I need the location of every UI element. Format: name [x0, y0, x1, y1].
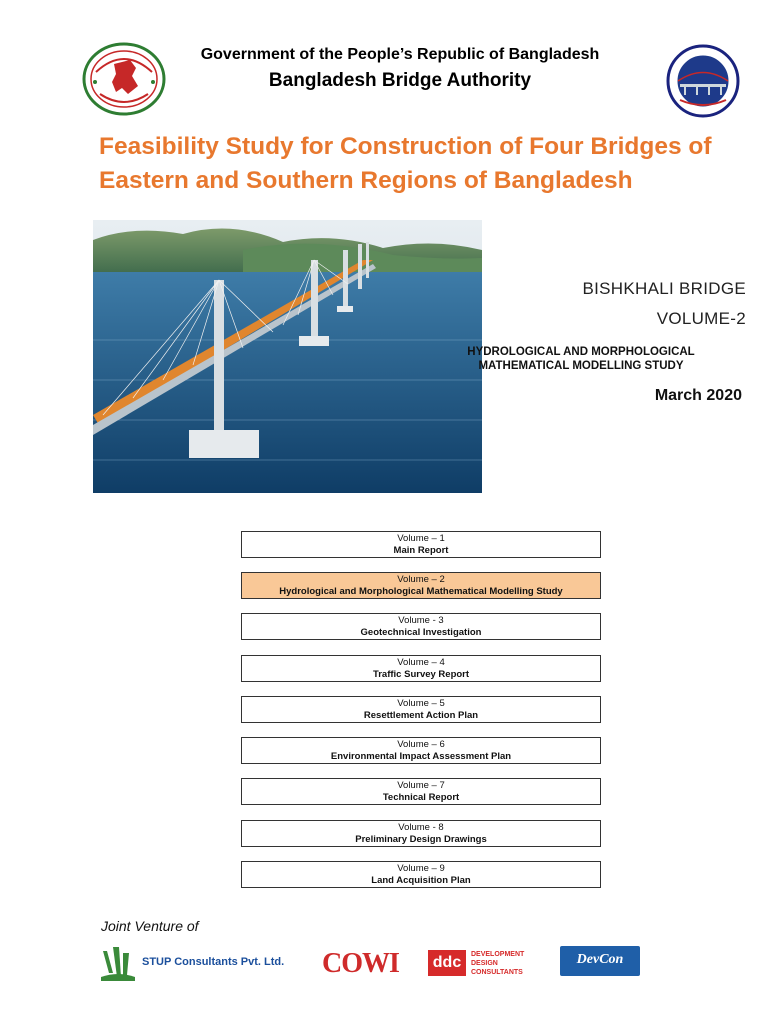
devcon-name: DevCon	[576, 952, 624, 967]
government-heading: Government of the People’s Republic of Bangladesh	[200, 46, 600, 63]
volume-title: Technical Report	[382, 792, 460, 803]
volume-number: Volume – 9	[397, 863, 445, 874]
volume-box-9	[241, 861, 601, 888]
authority-heading: Bangladesh Bridge Authority	[268, 70, 532, 91]
title-line-1: Feasibility Study for Construction of Four Bridges of	[99, 133, 712, 160]
subtitle-line-2: MATHEMATICAL MODELLING STUDY	[478, 360, 684, 372]
volume-number: Volume – 4	[397, 657, 445, 668]
title-line-2: Eastern and Southern Regions of Bangladesh	[99, 167, 633, 194]
volume-number: Volume - 8	[398, 822, 444, 833]
volume-number: Volume – 2	[397, 574, 445, 585]
volume-title: Hydrological and Morphological Mathematical Modelling Study	[279, 586, 563, 597]
ddc-name-line-1: DEVELOPMENT	[471, 951, 525, 958]
volume-box-7	[241, 778, 601, 805]
stup-name: STUP Consultants Pvt. Ltd.	[142, 956, 285, 968]
ddc-name-line-2: DESIGN	[471, 960, 498, 967]
document-title	[99, 130, 749, 198]
volume-number: Volume - 3	[398, 615, 444, 626]
ddc-name	[471, 950, 524, 977]
ddc-mark: ddc	[428, 950, 466, 976]
volume-box-8	[241, 820, 601, 847]
volume-box-4	[241, 655, 601, 682]
ddc-logo	[428, 950, 548, 980]
volume-subtitle	[416, 345, 746, 373]
volume-box-2-highlighted	[241, 572, 601, 599]
volume-title: Geotechnical Investigation	[360, 627, 482, 638]
volume-label: VOLUME-2	[656, 309, 746, 328]
volume-number: Volume – 5	[397, 698, 445, 709]
report-date: March 2020	[654, 387, 742, 404]
volume-number: Volume – 1	[397, 533, 445, 544]
volume-box-3	[241, 613, 601, 640]
cowi-logo: COWI	[322, 948, 399, 979]
volume-title: Traffic Survey Report	[372, 669, 470, 680]
ddc-name-line-3: CONSULTANTS	[471, 969, 523, 976]
bridge-name: BISHKHALI BRIDGE	[582, 279, 746, 298]
volume-title: Main Report	[393, 545, 449, 556]
volume-box-1	[241, 531, 601, 558]
volume-box-6	[241, 737, 601, 764]
volume-number: Volume – 7	[397, 780, 445, 791]
joint-venture-label: Joint Venture of	[101, 918, 199, 934]
stup-emblem-icon	[99, 943, 137, 983]
subtitle-line-1: HYDROLOGICAL AND MORPHOLOGICAL	[467, 346, 695, 358]
volume-box-5	[241, 696, 601, 723]
stup-logo	[99, 943, 309, 983]
volume-title: Resettlement Action Plan	[363, 710, 479, 721]
devcon-logo	[560, 946, 640, 976]
volume-number: Volume – 6	[397, 739, 445, 750]
volume-title: Land Acquisition Plan	[371, 875, 471, 886]
bridge-authority-seal	[666, 44, 740, 118]
volume-title: Environmental Impact Assessment Plan	[330, 751, 512, 762]
volume-title: Preliminary Design Drawings	[355, 834, 487, 845]
